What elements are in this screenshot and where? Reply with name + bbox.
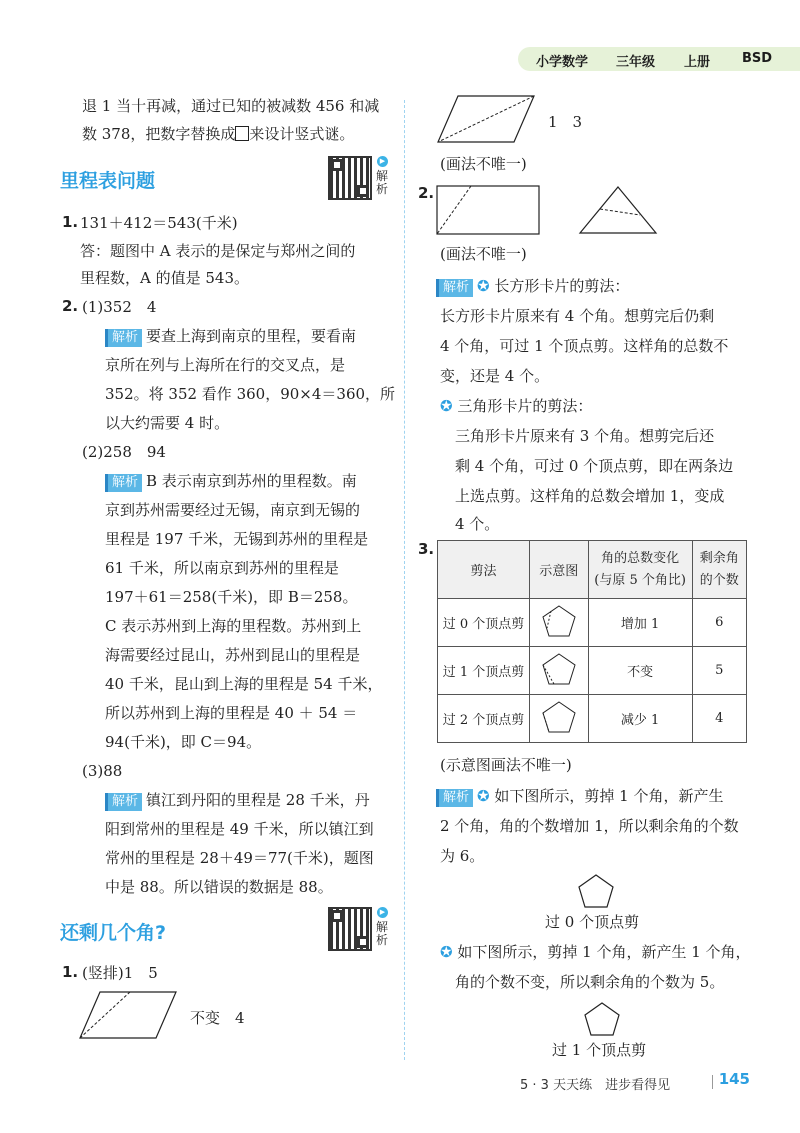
row-change: 减少 1 (588, 695, 692, 743)
row-method: 过 0 个顶点剪 (438, 599, 530, 647)
q2-p3-line1 (105, 790, 370, 811)
note-1: (画法不唯一) (440, 155, 527, 173)
pentagon-cut-2 (540, 699, 578, 735)
q2-part1: (1)352 4 (82, 298, 157, 316)
th-remain (692, 541, 746, 599)
q2-p1-line1 (105, 326, 356, 347)
q2-p2-line8: 40 千米，昆山到上海的里程是 54 千米， (105, 675, 383, 693)
ans1-line-1 (436, 786, 723, 807)
row-diagram (529, 695, 588, 743)
play-icon: ▶ (377, 907, 388, 918)
header-badge (518, 47, 800, 71)
table-row (438, 647, 747, 695)
qr-label: 解析 (376, 920, 389, 947)
th-diagram: 示意图 (529, 541, 588, 599)
q2-p3-text1: 镇江到丹阳的里程是 28 千米，丹 (146, 791, 370, 809)
header-subject: 小学数学 (536, 55, 589, 70)
note-3: (示意图画法不唯一) (440, 756, 572, 774)
pentagon-cut-0 (540, 603, 578, 639)
parallelogram-diagram-top (436, 94, 536, 144)
note-2: (画法不唯一) (440, 245, 527, 263)
top-nums: 1 3 (548, 113, 583, 131)
row-method: 过 1 个顶点剪 (438, 647, 530, 695)
bullet-icon: ✪ (440, 943, 453, 961)
pentagon-cut-1 (540, 651, 578, 687)
q2-p2-line6: C 表示苏州到上海的里程数。苏州到上 (105, 617, 362, 635)
q3-number: 3. (418, 540, 435, 558)
ans1-line-3: 为 6。 (440, 847, 485, 865)
q2-p2-line3: 里程是 197 千米，无锡到苏州的里程是 (105, 530, 369, 548)
pentagon-example-1 (582, 1000, 622, 1038)
q2-p2-line9: 所以苏州到上海的里程是 40 ＋ 54 ＝ (105, 704, 358, 722)
rect-line-2: 4 个角，可过 1 个顶点剪。这样角的总数不 (440, 337, 729, 355)
analysis-tag: 解析 (436, 279, 473, 297)
th-change (588, 541, 692, 599)
bullet-icon: ✪ (477, 277, 490, 295)
q1-line: 131＋412＝543(千米) (80, 214, 238, 232)
q2-part2: (2)258 94 (82, 443, 166, 461)
rect-line-3: 变，还是 4 个。 (440, 367, 550, 385)
ans2-line-2: 角的个数不变，所以剩余角的个数为 5。 (455, 973, 725, 991)
q2-p3-line4: 中是 88。所以错误的数据是 88。 (105, 878, 333, 896)
q2-number: 2. (62, 297, 79, 315)
th-method: 剪法 (438, 541, 530, 599)
pentagon-example-0 (576, 872, 616, 910)
row-change: 不变 (588, 647, 692, 695)
analysis-tag: 解析 (105, 474, 142, 492)
play-icon: ▶ (377, 156, 388, 167)
header-edition: BSD (742, 51, 773, 66)
q2-p1-line3: 352。将 352 看作 360，90×4＝360，所 (105, 385, 396, 403)
row-remain: 4 (692, 695, 746, 743)
blank-box (235, 126, 249, 141)
table-row (438, 695, 747, 743)
ans1-text-1: 如下图所示，剪掉 1 个角，新产生 (494, 787, 724, 805)
row-remain: 6 (692, 599, 746, 647)
table-row (438, 599, 747, 647)
q2-p2-line5: 197＋61＝258(千米)，即 B＝258。 (105, 588, 358, 606)
column-divider (404, 100, 405, 1060)
analysis-tag: 解析 (105, 329, 142, 347)
ans2-text-1: 如下图所示，剪掉 1 个角，新产生 1 个角， (457, 943, 751, 961)
tri-head-text: 三角形卡片的剪法： (457, 397, 593, 415)
row-diagram (529, 599, 588, 647)
section-title-mileage: 里程表问题 (60, 170, 156, 192)
analysis-tag: 解析 (105, 793, 142, 811)
bullet-icon: ✪ (440, 397, 453, 415)
row-diagram (529, 647, 588, 695)
row-remain: 5 (692, 647, 746, 695)
q2-part3: (3)88 (82, 762, 123, 780)
q2-p3-line2: 阳到常州的里程是 49 千米，所以镇江到 (105, 820, 374, 838)
section-title-angles: 还剩几个角? (60, 922, 167, 944)
q1b-number: 1. (62, 963, 79, 981)
footer-separator (712, 1075, 713, 1089)
intro-text-b: 来设计竖式谜。 (249, 125, 355, 143)
page-number: 145 (718, 1070, 750, 1088)
header-grade: 三年级 (616, 55, 656, 70)
rect-head (436, 276, 629, 297)
bullet-icon: ✪ (477, 787, 490, 805)
q2-p2-line4: 61 千米，所以南京到苏州的里程是 (105, 559, 339, 577)
triangle-diagram (578, 185, 658, 235)
intro-line-1: 退 1 当十再减，通过已知的被减数 456 和减 (82, 97, 380, 115)
qr-code-icon[interactable] (328, 907, 372, 951)
analysis-tag: 解析 (436, 789, 473, 807)
q1-answer-1: 答：题图中 A 表示的是保定与郑州之间的 (80, 242, 356, 260)
q2-right-number: 2. (418, 184, 435, 202)
q1-number: 1. (62, 213, 79, 231)
intro-text-a: 数 378，把数字替换成 (82, 125, 236, 143)
q2-p1-text1: 要查上海到南京的里程，要看南 (146, 327, 357, 345)
footer-brand: 5 · 3 天天练 进步看得见 (520, 1078, 671, 1093)
q1-answer-2: 里程数，A 的值是 543。 (80, 269, 249, 287)
row-change: 增加 1 (588, 599, 692, 647)
tri-line-4: 4 个。 (455, 515, 500, 533)
th-remain-1: 剩余角 (699, 550, 739, 566)
row-method: 过 2 个顶点剪 (438, 695, 530, 743)
qr-label: 解析 (376, 169, 389, 196)
angles-table (437, 540, 747, 743)
tri-line-3: 上选点剪。这样角的总数会增加 1，变成 (455, 487, 725, 505)
th-remain-2: 的个数 (699, 572, 739, 588)
tri-head (440, 396, 592, 416)
ans2-line-1 (440, 942, 751, 962)
q2-p1-line2: 京所在列与上海所在行的交叉点，是 (105, 356, 346, 374)
rectangle-diagram (436, 185, 540, 235)
q2-p2-line2: 京到苏州需要经过无锡，南京到无锡的 (105, 501, 361, 519)
tri-line-1: 三角形卡片原来有 3 个角。想剪完后还 (455, 427, 715, 445)
intro-line-2 (82, 124, 354, 144)
table-header-row (438, 541, 747, 599)
th-change-1: 角的总数变化 (601, 550, 680, 566)
th-change-2: (与原 5 个角比) (594, 572, 686, 588)
q2-p2-line10: 94(千米)，即 C＝94。 (105, 733, 262, 751)
caption-2: 过 1 个顶点剪 (552, 1041, 647, 1059)
rect-line-1: 长方形卡片原来有 4 个角。想剪完后仍剩 (440, 307, 715, 325)
q2-p1-line4: 以大约需要 4 时。 (105, 414, 230, 432)
header-volume: 上册 (684, 55, 711, 70)
q1b-side: 不变 4 (190, 1009, 245, 1027)
rect-head-text: 长方形卡片的剪法： (494, 277, 630, 295)
q2-p3-line3: 常州的里程是 28＋49＝77(千米)，题图 (105, 849, 374, 867)
tri-line-2: 剩 4 个角，可过 0 个顶点剪，即在两条边 (455, 457, 734, 475)
q1b-line: (竖排)1 5 (82, 964, 158, 982)
caption-1: 过 0 个顶点剪 (545, 913, 640, 931)
q2-p2-line1 (105, 471, 357, 492)
q2-p2-text1: B 表示南京到苏州的里程数。南 (146, 472, 357, 490)
parallelogram-diagram (78, 990, 178, 1040)
qr-code-icon[interactable] (328, 156, 372, 200)
ans1-line-2: 2 个角，角的个数增加 1，所以剩余角的个数 (440, 817, 739, 835)
q2-p2-line7: 海需要经过昆山，苏州到昆山的里程是 (105, 646, 361, 664)
